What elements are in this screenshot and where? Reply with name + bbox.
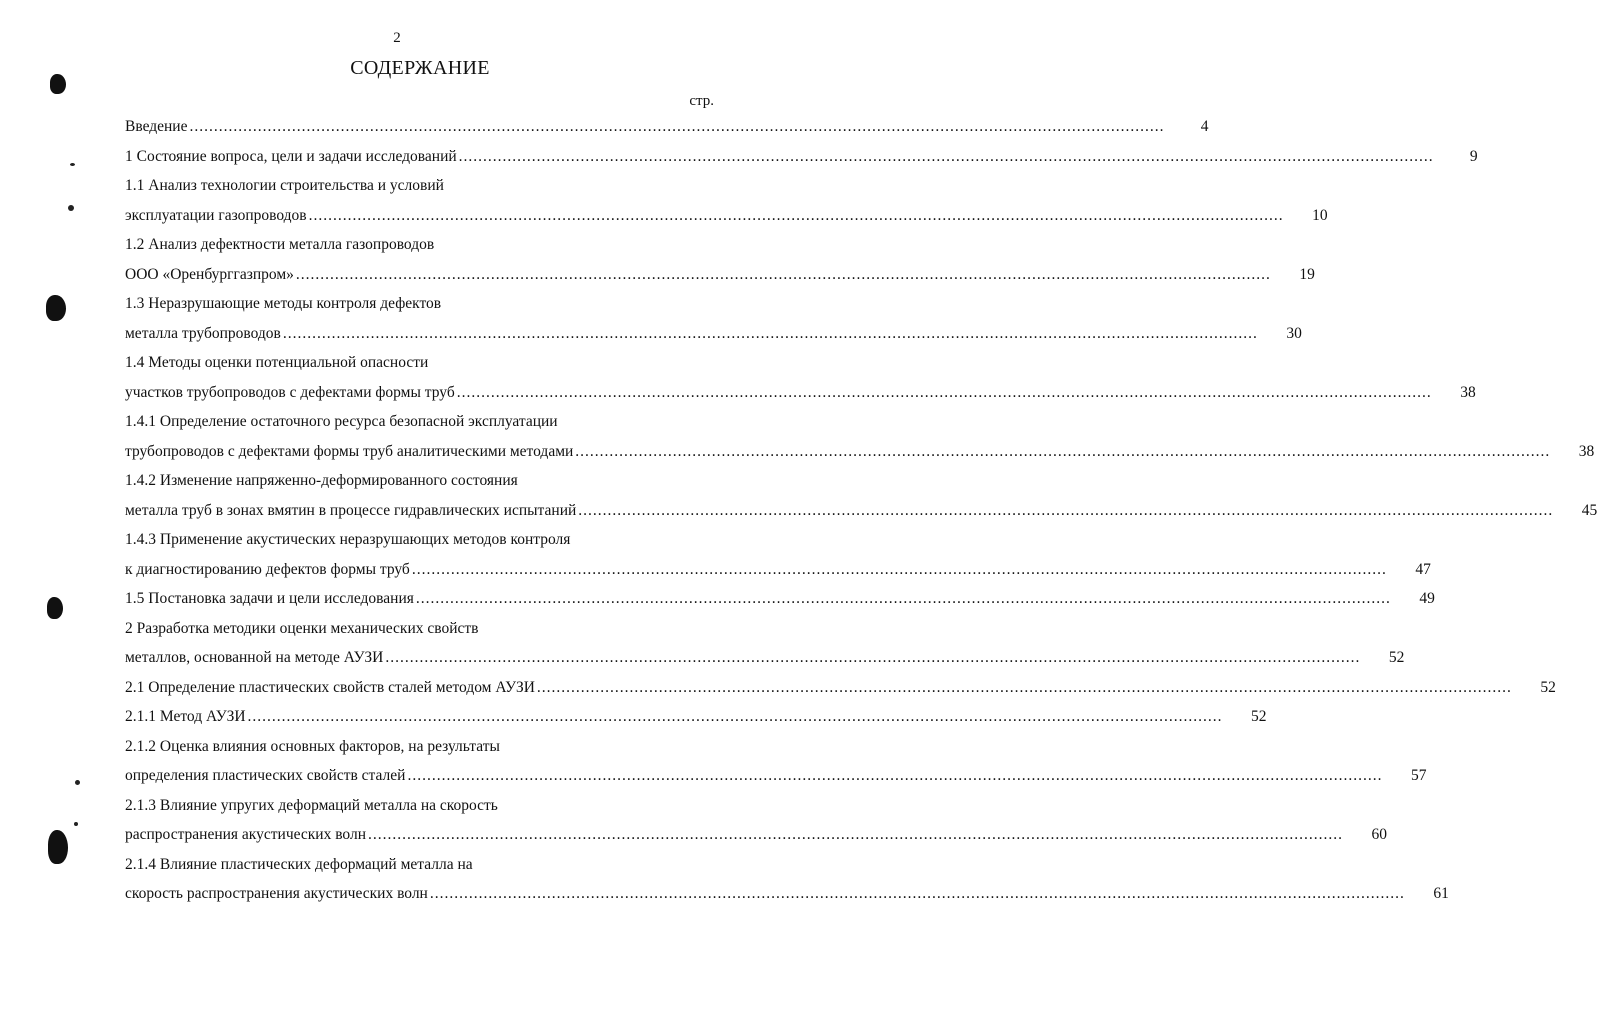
toc-page-number: 52 — [1388, 649, 1405, 666]
toc-entry — [125, 791, 1387, 850]
toc-entry-line — [125, 437, 1595, 467]
dot-leader: ........................................................................................................................................................................................................ — [458, 147, 1434, 165]
toc-entry-text: 2.1 Определение пластических свойств сталей методом АУЗИ — [125, 678, 535, 696]
toc-entry-line — [125, 702, 1267, 732]
toc-entry-text: 2.1.1 Метод АУЗИ — [125, 708, 246, 725]
toc-entry-text: 1.5 Постановка задачи и цели исследования — [125, 590, 414, 607]
toc-entry-line — [125, 850, 715, 880]
toc-entry-text: металла труб в зонах вмятин в процессе гидравлических испытаний — [125, 501, 577, 519]
scan-smudge — [47, 597, 63, 619]
page-title: СОДЕРЖАНИЕ — [350, 57, 490, 79]
dot-leader: ........................................................................................................................................................................................................ — [407, 767, 1383, 784]
toc-entry-text: определения пластических свойств сталей — [125, 767, 406, 784]
toc-entry-line — [125, 112, 1209, 142]
toc-page-number: 52 — [1540, 678, 1556, 696]
dot-leader: ........................................................................................................................................................................................................ — [282, 324, 1258, 342]
toc-entry-text: трубопроводов с дефектами формы труб аналитическими методами — [125, 442, 574, 460]
toc-entry — [125, 850, 1449, 909]
scan-speck — [75, 780, 80, 785]
dot-leader: ........................................................................................................................................................................................................ — [308, 206, 1284, 224]
toc-page-number: 61 — [1433, 885, 1449, 902]
toc-entry — [125, 112, 1209, 142]
toc-entry — [125, 142, 1478, 172]
toc-entry-line — [125, 289, 715, 319]
dot-leader: ........................................................................................................................................................................................................ — [247, 708, 1223, 725]
dot-leader: ........................................................................................................................................................................................................ — [415, 590, 1391, 607]
toc-entry — [125, 732, 1427, 791]
toc-page-number: 9 — [1469, 147, 1478, 165]
toc-page-number: 57 — [1410, 767, 1427, 784]
scan-smudge — [46, 295, 66, 321]
toc-entry-line — [125, 230, 715, 260]
toc-entry-text: скорость распространения акустических волн — [125, 885, 428, 902]
toc-entry-text: ООО «Оренбурггазпром» — [125, 265, 294, 283]
toc-entry-line — [125, 201, 1328, 231]
toc-entry-text: металла трубопроводов — [125, 324, 281, 342]
toc-page-number: 19 — [1299, 265, 1315, 283]
toc-entry-line — [125, 584, 1435, 614]
toc-entry-text: 1.1 Анализ технологии строительства и условий — [125, 177, 444, 194]
toc-page-number: 4 — [1200, 118, 1209, 135]
toc-entry — [125, 289, 1302, 348]
toc-entry — [125, 525, 1431, 584]
toc-entry-text: 1.4.2 Изменение напряженно-деформированного состояния — [125, 472, 518, 489]
toc-entry-line — [125, 407, 715, 437]
dot-leader: ........................................................................................................................................................................................................ — [368, 826, 1343, 843]
dot-leader: ........................................................................................................................................................................................................ — [429, 885, 1405, 902]
toc-entry-line — [125, 260, 1315, 290]
toc-entry-text: 2.1.3 Влияние упругих деформаций металла на скорость — [125, 796, 498, 814]
toc-entry-text: 1 Состояние вопроса, цели и задачи исследований — [125, 147, 457, 165]
toc-page-number: 49 — [1419, 590, 1435, 607]
toc-entry-line — [125, 525, 715, 555]
toc-entry-text: 2 Разработка методики оценки механических свойств — [125, 619, 479, 637]
toc-entry — [125, 614, 1405, 673]
page-number: 2 — [393, 30, 401, 46]
toc-entry-line — [125, 555, 1431, 585]
toc-page-number: 52 — [1251, 708, 1267, 725]
toc-entry — [125, 466, 1597, 525]
toc-entry-line — [125, 673, 1556, 703]
dot-leader: ........................................................................................................................................................................................................ — [385, 649, 1361, 666]
scan-speck — [70, 163, 75, 166]
toc-entry — [125, 584, 1435, 614]
toc-page-number: 30 — [1286, 324, 1302, 342]
toc-entry-text: 1.4.3 Применение акустических неразрушающих методов контроля — [125, 531, 571, 548]
toc-entry — [125, 407, 1595, 466]
toc-entry-line — [125, 142, 1478, 172]
scan-smudge — [50, 74, 66, 94]
dot-leader: ........................................................................................................................................................................................................ — [411, 560, 1387, 578]
toc-entry-text: эксплуатации газопроводов — [125, 206, 307, 224]
dot-leader: ........................................................................................................................................................................................................ — [189, 118, 1165, 135]
toc-entry-text: участков трубопроводов с дефектами формы труб — [125, 383, 455, 401]
toc-entry-text: 1.4.1 Определение остаточного ресурса безопасной эксплуатации — [125, 413, 558, 430]
toc-entry-line — [125, 643, 1405, 673]
toc-entry-text: 2.1.4 Влияние пластических деформаций металла на — [125, 855, 473, 873]
toc-entry-line — [125, 171, 715, 201]
toc-entry-line — [125, 378, 1476, 408]
dot-leader: ........................................................................................................................................................................................................ — [456, 383, 1432, 401]
toc-page-number: 38 — [1460, 383, 1476, 401]
page-column-label: стр. — [689, 93, 714, 109]
dot-leader: ........................................................................................................................................................................................................ — [536, 678, 1512, 696]
toc-entry-line — [125, 791, 715, 821]
toc-entry-line — [125, 820, 1387, 850]
toc-entry — [125, 702, 1267, 732]
toc-entry-text: Введение — [125, 118, 188, 135]
toc-entry-line — [125, 319, 1302, 349]
table-of-contents — [125, 112, 1597, 909]
scan-smudge — [48, 830, 68, 864]
toc-entry-line — [125, 732, 715, 762]
toc-entry — [125, 348, 1476, 407]
scan-speck — [68, 205, 74, 211]
toc-page-number: 60 — [1371, 826, 1387, 843]
toc-entry-line — [125, 761, 1427, 791]
toc-entry-line — [125, 466, 715, 496]
dot-leader: ........................................................................................................................................................................................................ — [295, 265, 1271, 283]
toc-page-number: 47 — [1415, 560, 1431, 578]
toc-entry-text: металлов, основанной на методе АУЗИ — [125, 649, 384, 666]
toc-entry-text: 2.1.2 Оценка влияния основных факторов, на результаты — [125, 737, 500, 755]
toc-entry-text: к диагностированию дефектов формы труб — [125, 560, 410, 578]
toc-entry-line — [125, 496, 1597, 526]
toc-entry — [125, 673, 1556, 703]
scan-speck — [74, 822, 78, 826]
toc-entry-line — [125, 879, 1449, 909]
toc-entry-text: 1.4 Методы оценки потенциальной опасности — [125, 354, 429, 371]
toc-entry — [125, 230, 1315, 289]
toc-entry-text: 1.3 Неразрушающие методы контроля дефектов — [125, 295, 442, 312]
toc-page-number: 38 — [1578, 442, 1595, 460]
toc-entry — [125, 171, 1328, 230]
dot-leader: ........................................................................................................................................................................................................ — [575, 442, 1551, 460]
toc-entry-line — [125, 348, 715, 378]
toc-page-number: 10 — [1312, 206, 1328, 224]
toc-entry-text: 1.2 Анализ дефектности металла газопроводов — [125, 236, 435, 253]
toc-page-number: 45 — [1581, 501, 1597, 519]
toc-entry-text: распространения акустических волн — [125, 826, 366, 843]
toc-entry-line — [125, 614, 715, 644]
dot-leader: ........................................................................................................................................................................................................ — [578, 501, 1554, 519]
